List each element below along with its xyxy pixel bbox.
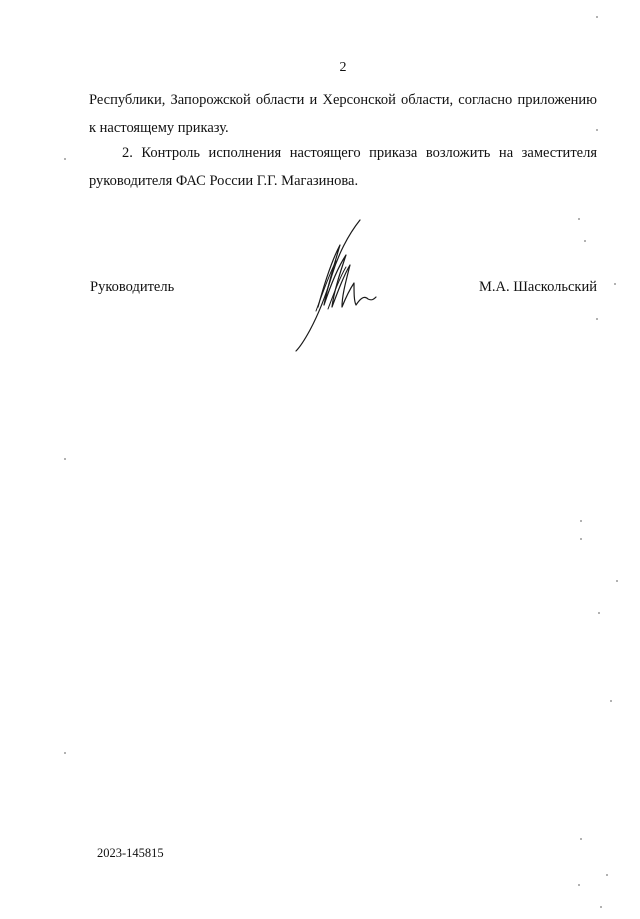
page-number: 2 xyxy=(339,60,347,75)
scan-speck xyxy=(578,218,580,220)
document-registration-number: 2023-145815 xyxy=(97,846,164,860)
scan-speck xyxy=(584,240,586,242)
scan-speck xyxy=(596,16,598,18)
scan-speck xyxy=(610,700,612,702)
scan-speck xyxy=(580,538,582,540)
handwritten-signature xyxy=(288,215,378,353)
paragraph-2-line-1: 2. Контроль исполнения настоящего приказа возложить на заместителя xyxy=(122,145,597,161)
scan-speck xyxy=(578,884,580,886)
scan-speck xyxy=(580,520,582,522)
scan-speck xyxy=(600,906,602,908)
signatory-title: Руководитель xyxy=(90,279,175,295)
scan-speck xyxy=(580,838,582,840)
scan-speck xyxy=(598,612,600,614)
scan-speck xyxy=(596,318,598,320)
scan-speck xyxy=(614,283,616,285)
paragraph-1 xyxy=(89,86,597,142)
scan-speck xyxy=(596,129,598,131)
signatory-name: М.А. Шаскольский xyxy=(479,279,597,295)
scan-speck xyxy=(616,580,618,582)
scan-speck xyxy=(64,158,66,160)
paragraph-1-line-2: к настоящему приказу. xyxy=(89,120,229,136)
paragraph-1-line-1: Республики, Запорожской области и Херсонской области, согласно приложению xyxy=(89,92,597,108)
scan-speck xyxy=(64,458,66,460)
scan-speck xyxy=(606,874,608,876)
paragraph-2 xyxy=(89,139,597,195)
paragraph-2-line-2: руководителя ФАС России Г.Г. Магазинова. xyxy=(89,173,359,189)
scan-speck xyxy=(64,752,66,754)
